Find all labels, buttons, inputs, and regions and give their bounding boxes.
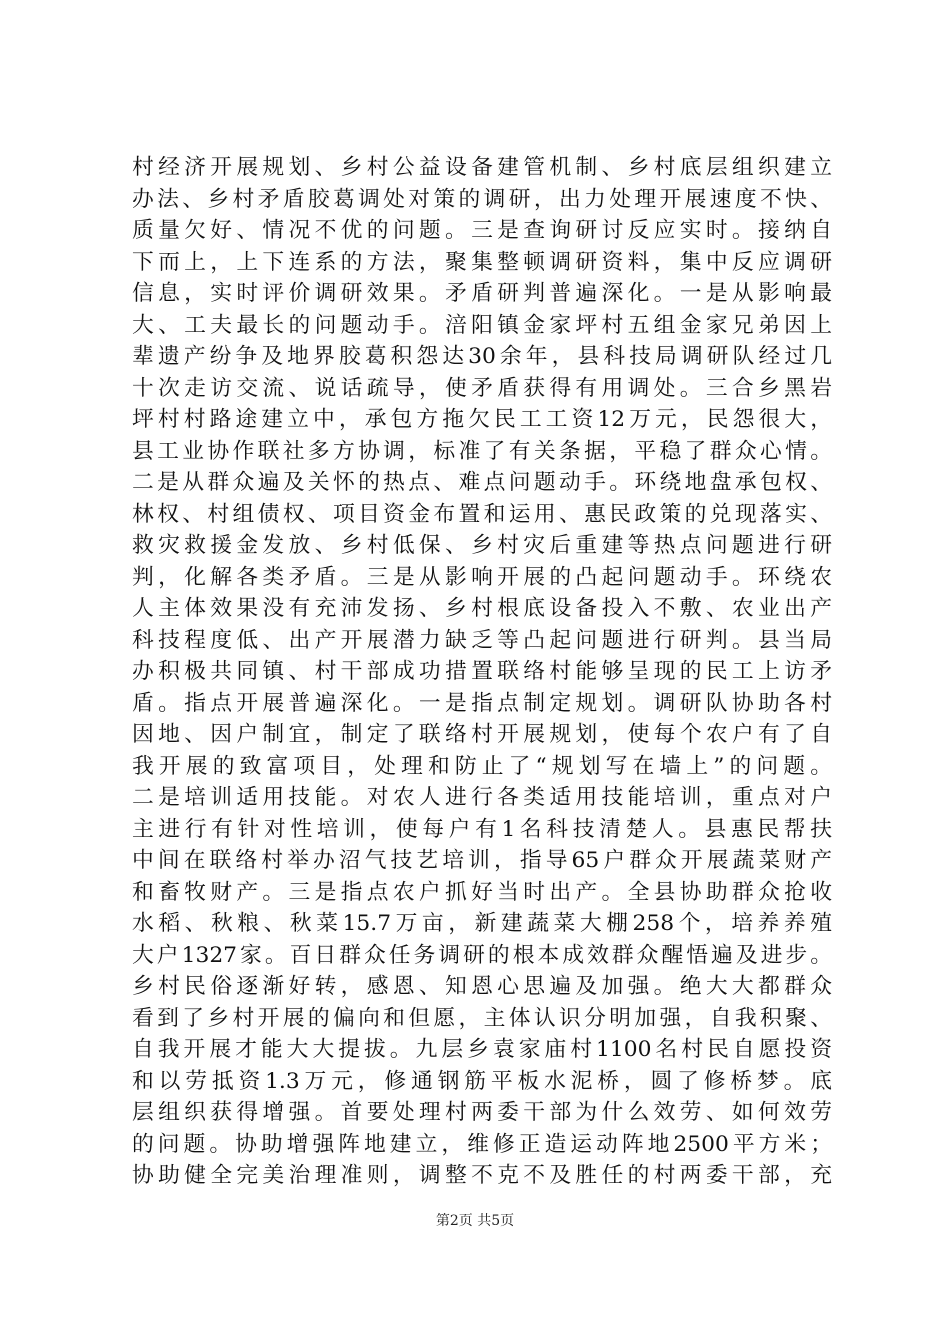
text-line: 盾。指点开展普遍深化。一是指点制定规划。调研队协助各村 [132, 690, 832, 716]
text-line: 乡村民俗逐渐好转，感恩、知恩心思遍及加强。绝大大都群众 [132, 974, 832, 999]
text-line: 看到了乡村开展的偏向和但愿，主体认识分明加强，自我积聚、 [132, 1005, 832, 1031]
text-line: 主进行有针对性培训，使每户有1名科技清楚人。县惠民帮扶 [132, 816, 832, 842]
text-line: 办积极共同镇、村干部成功措置联络村能够呈现的民工上访矛 [132, 659, 832, 684]
text-line: 辈遗产纷争及地界胶葛积怨达30余年，县科技局调研队经过几 [132, 344, 832, 369]
text-line: 坪村村路途建立中，承包方拖欠民工工资12万元，民怨很大， [132, 407, 832, 432]
text-line: 救灾救援金发放、乡村低保、乡村灾后重建等热点问题进行研 [132, 533, 832, 558]
text-line: 判，化解各类矛盾。三是从影响开展的凸起问题动手。环绕农 [132, 564, 832, 590]
text-line: 人主体效果没有充沛发扬、乡村根底设备投入不敷、农业出产 [132, 596, 832, 621]
page-footer: 第2页 共5页 [435, 1213, 515, 1229]
text-line: 和畜牧财产。三是指点农户抓好当时出产。全县协助群众抢收 [132, 879, 832, 905]
text-line: 村经济开展规划、乡村公益设备建管机制、乡村底层组织建立 [132, 155, 832, 180]
text-line: 因地、因户制宜，制定了联络村开展规划，使每个农户有了自 [132, 722, 832, 747]
text-line: 自我开展才能大大提拔。九层乡袁家庙村1100名村民自愿投资 [132, 1037, 832, 1062]
text-line: 和以劳抵资1.3万元，修通钢筋平板水泥桥，圆了修桥梦。底 [132, 1068, 832, 1094]
text-line: 大、工夫最长的问题动手。涪阳镇金家坪村五组金家兄弟因上 [132, 312, 832, 338]
text-line: 林权、村组债权、项目资金布置和运用、惠民政策的兑现落实、 [132, 501, 832, 527]
text-line: 质量欠好、情况不优的问题。三是查询研讨反应实时。接纳自 [132, 218, 832, 243]
text-line: 二是培训适用技能。对农人进行各类适用技能培训，重点对户 [132, 785, 832, 810]
text-line: 层组织获得增强。首要处理村两委干部为什么效劳、如何效劳 [132, 1100, 832, 1125]
text-line: 办法、乡村矛盾胶葛调处对策的调研，出力处理开展速度不快、 [132, 186, 832, 212]
text-line: 信息，实时评价调研效果。矛盾研判普遍深化。一是从影响最 [132, 281, 832, 306]
text-line: 科技程度低、出产开展潜力缺乏等凸起问题进行研判。县当局 [132, 627, 832, 653]
text-line: 二是从群众遍及关怀的热点、难点问题动手。环绕地盘承包权、 [132, 470, 832, 495]
text-line: 下而上，上下连系的方法，聚集整顿调研资料，集中反应调研 [132, 249, 832, 275]
text-line: 中间在联络村举办沼气技艺培训，指导65户群众开展蔬菜财产 [132, 848, 832, 873]
text-line: 大户1327家。百日群众任务调研的根本成效群众醒悟遍及进步。 [132, 942, 832, 968]
body-paragraph [132, 152, 832, 1192]
text-line: 县工业协作联社多方协调，标准了有关条据，平稳了群众心情。 [132, 438, 832, 464]
text-line: 的问题。协助增强阵地建立，维修正造运动阵地2500平方米； [132, 1131, 832, 1157]
text-line: 协助健全完美治理准则，调整不克不及胜任的村两委干部，充 [132, 1163, 832, 1188]
text-line: 我开展的致富项目，处理和防止了“规划写在墙上”的问题。 [132, 753, 832, 779]
text-line: 十次走访交流、说话疏导，使矛盾获得有用调处。三合乡黑岩 [132, 375, 832, 401]
text-line: 水稻、秋粮、秋菜15.7万亩，新建蔬菜大棚258个，培养养殖 [132, 911, 832, 936]
